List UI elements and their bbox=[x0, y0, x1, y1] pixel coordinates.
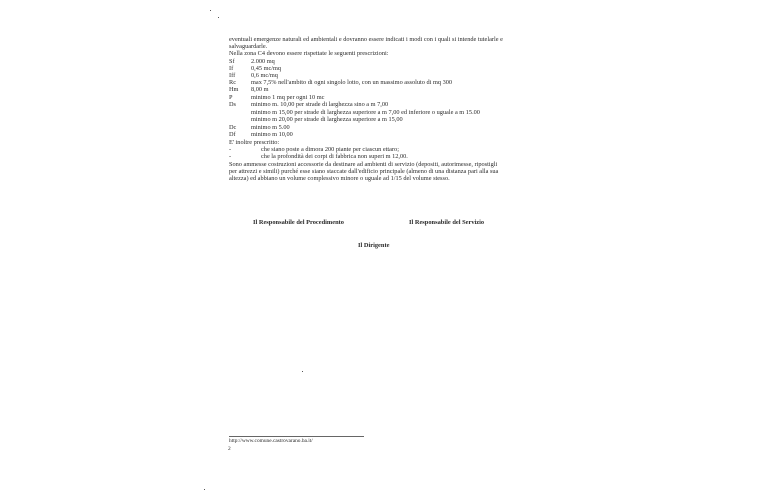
scan-speck bbox=[218, 17, 219, 18]
prescription-value: minimo m 5.00 bbox=[251, 124, 290, 131]
prescription-code: Rc bbox=[229, 79, 236, 86]
prescription-value: 2.000 mq bbox=[251, 58, 275, 65]
closing-text-line: per attrezzi e simili) purché esse siano staccate dall'edificio principale (almeno di una distanza pari alla sua bbox=[229, 168, 499, 175]
signature-left: Il Responsabile del Procedimento bbox=[253, 219, 344, 226]
prescription-value: 8,00 m bbox=[251, 86, 269, 93]
prescription-code: Df bbox=[229, 131, 236, 138]
prescription-code: If bbox=[229, 65, 234, 72]
prescription-value: 0,45 mc/mq bbox=[251, 65, 282, 72]
bullet-item: che siano poste a dimora 200 piante per ciascun ettaro; bbox=[261, 146, 399, 153]
prescription-value: 0,6 mc/mq bbox=[251, 72, 278, 79]
signature-center: Il Dirigente bbox=[358, 242, 390, 249]
prescription-code: Dc bbox=[229, 124, 237, 131]
page-number: 2 bbox=[228, 446, 231, 452]
prescription-value: minimo m. 10,00 per strade di larghezza sino a m 7,00 bbox=[251, 101, 389, 108]
signature-right: Il Responsabile del Servizio bbox=[409, 219, 485, 226]
footer-rule bbox=[229, 436, 364, 437]
prescription-continued: minimo m 20,00 per strade di larghezza superiore a m 15,00 bbox=[251, 116, 403, 123]
bullet-marker: - bbox=[229, 153, 232, 160]
prescription-code: P bbox=[229, 94, 233, 101]
intro-text-line: eventuali emergenze naturali ed ambientali e dovranno essere indicati i modi con i quali si intende tutelarle e bbox=[229, 36, 503, 43]
also-prescribed-heading: E' inoltre prescritto: bbox=[229, 139, 280, 146]
closing-text-line: altezza) ed abbiano un volume complessivo minore o uguale ad 1/15 del volume stesso. bbox=[229, 175, 450, 182]
prescription-code: Iff bbox=[229, 72, 236, 79]
footer-url[interactable]: http://www.comune.castrovarano.ba.it/ bbox=[229, 438, 313, 444]
zone-intro: Nella zona C4 devono essere rispettate le seguenti prescrizioni: bbox=[229, 50, 389, 57]
scan-speck bbox=[302, 371, 303, 372]
prescription-value: minimo m 10,00 bbox=[251, 131, 293, 138]
bullet-marker: - bbox=[229, 146, 232, 153]
scan-speck bbox=[204, 489, 205, 490]
prescription-value: max 7,5% nell'ambito di ogni singolo lotto, con un massimo assoluto di mq 300 bbox=[251, 79, 453, 86]
prescription-continued: minimo m 15,00 per strade di larghezza superiore a m 7,00 ed inferiore o uguale a m 15.00 bbox=[251, 109, 480, 116]
bullet-item: che la profondità dei corpi di fabbrica non superi m 12,00. bbox=[261, 153, 408, 160]
closing-text-line: Sono ammesse costruzioni accessorie da destinare ad ambienti di servizio (depositi, autorimesse, ripostigli bbox=[229, 161, 498, 168]
prescription-code: Hm bbox=[229, 86, 239, 93]
scan-speck bbox=[210, 10, 211, 11]
prescription-value: minimo 1 mq per ogni 10 mc bbox=[251, 94, 325, 101]
prescription-code: Ds bbox=[229, 101, 236, 108]
prescription-code: Sf bbox=[229, 58, 235, 65]
intro-text-line: salvaguardarle. bbox=[229, 43, 268, 50]
